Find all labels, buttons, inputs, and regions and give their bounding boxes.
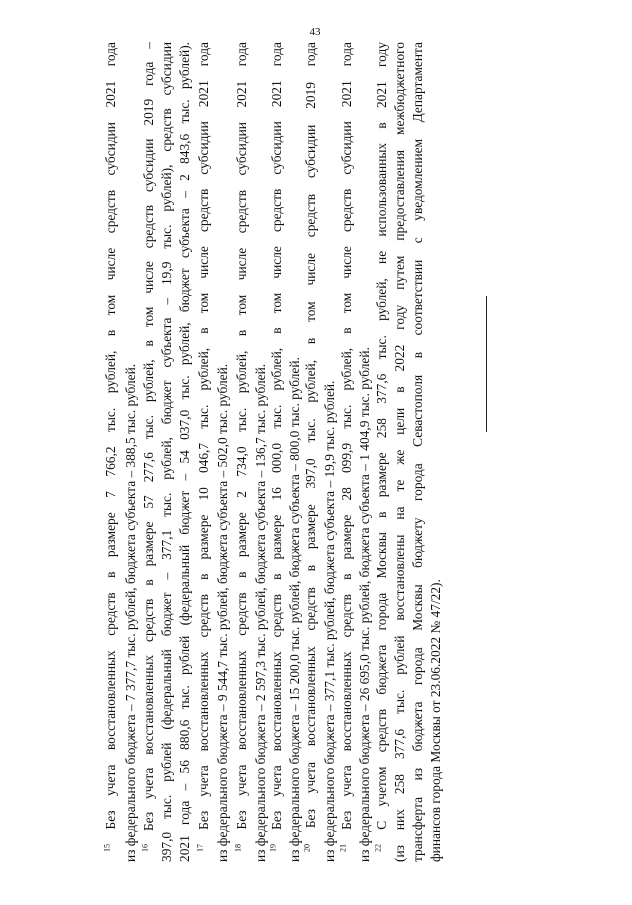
footnote-22-line-2: (из них 258 377,6 тыс. рублей восстановлены на те же цели в 2022 году путем предоставления межбюджетного	[392, 42, 407, 862]
footnote-21-marker: 21	[338, 844, 348, 852]
footnote-22-line-1	[375, 42, 388, 862]
footnote-16-marker: 16	[140, 844, 150, 852]
footnote-21-line-1	[340, 42, 353, 862]
footnote-21-text-1: Без учета восстановленных средств в размере 28 099,9 тыс. рублей, в том числе средств субсидии 2021 года	[339, 42, 354, 830]
footnote-15-text-1: Без учета восстановленных средств в размере 7 766,2 тыс. рублей, в том числе средств субсидии 2021 года	[103, 42, 118, 830]
footnote-17-marker: 17	[195, 844, 205, 852]
footnote-16-line-2: 397,0 тыс. рублей (федеральный бюджет – 377,1 тыс. рублей, бюджет субъекта – 19,9 тыс. рублей), средств субсидии	[159, 42, 174, 862]
footnote-19-line-1	[270, 42, 283, 862]
footnote-22-line-4: финансов города Москвы от 23.06.2022 № 47/22).	[428, 579, 443, 862]
footnote-21-line-2: из федерального бюджета – 26 695,0 тыс. рублей, бюджета субъекта – 1 404,9 тыс. рублей.	[357, 347, 372, 862]
footnote-19-line-2: из федерального бюджета – 15 200,0 тыс. рублей, бюджета субъекта – 800,0 тыс. рублей.	[287, 357, 302, 862]
footnote-20-marker: 20	[302, 844, 312, 852]
footnote-17-text-1: Без учета восстановленных средств в размере 10 046,7 тыс. рублей, в том числе средств субсидии 2021 года	[196, 42, 211, 830]
footnote-20-line-2: из федерального бюджета – 377,1 тыс. рублей, бюджета субъекта – 19,9 тыс. рублей.	[322, 380, 337, 862]
rotated-footnotes-block	[102, 42, 443, 862]
footnote-20-line-1	[304, 42, 317, 862]
footnote-22-line-3: трансферта из бюджета города Москвы бюджету города Севастополя в соответствии с уведомлением Департамента	[410, 42, 425, 862]
footnote-19-text-1: Без учета восстановленных средств в размере 16 000,0 тыс. рублей, в том числе средств субсидии 2021 года	[269, 42, 284, 830]
footnote-17-line-1	[197, 42, 210, 862]
footnote-17-line-2: из федерального бюджета – 9 544,7 тыс. рублей, бюджета субъекта – 502,0 тыс. рублей.	[215, 363, 230, 862]
footnote-18-line-1	[235, 42, 248, 862]
footnote-16-text-1: Без учета восстановленных средств в размере 57 277,6 тыс. рублей, в том числе средств субсидии 2019 года –	[141, 42, 156, 832]
page-number: 43	[309, 26, 321, 38]
footnote-separator-line	[486, 296, 487, 432]
footnote-20-text-1: Без учета восстановленных средств в размере 397,0 тыс. рублей, в том числе средств субсидии 2019 года	[303, 42, 318, 829]
footnote-18-line-2: из федерального бюджета – 2 597,3 тыс. рублей, бюджета субъекта – 136,7 тыс. рублей.	[253, 363, 268, 862]
footnote-15-line-2: из федерального бюджета – 7 377,7 тыс. рублей, бюджета субъекта – 388,5 тыс. рублей.	[123, 363, 138, 862]
footnote-15-marker: 15	[102, 844, 112, 852]
footnote-16-line-3: 2021 года – 56 880,6 тыс. рублей (федеральный бюджет – 54 037,0 тыс. рублей, бюджет субъекта – 2 843,6 тыс. рублей).	[177, 42, 192, 862]
footnote-19-marker: 19	[268, 844, 278, 852]
footnote-16-line-1	[142, 42, 155, 862]
footnote-22-marker: 22	[373, 844, 383, 852]
footnote-15-line-1	[104, 42, 117, 862]
footnote-22-text-1: С учетом средств бюджета города Москвы в размере 258 377,6 тыс. рублей, не использованных в 2021 году	[374, 42, 389, 830]
footnote-18-marker: 18	[233, 844, 243, 852]
footnote-18-text-1: Без учета восстановленных средств в размере 2 734,0 тыс. рублей, в том числе средств субсидии 2021 года	[234, 42, 249, 830]
